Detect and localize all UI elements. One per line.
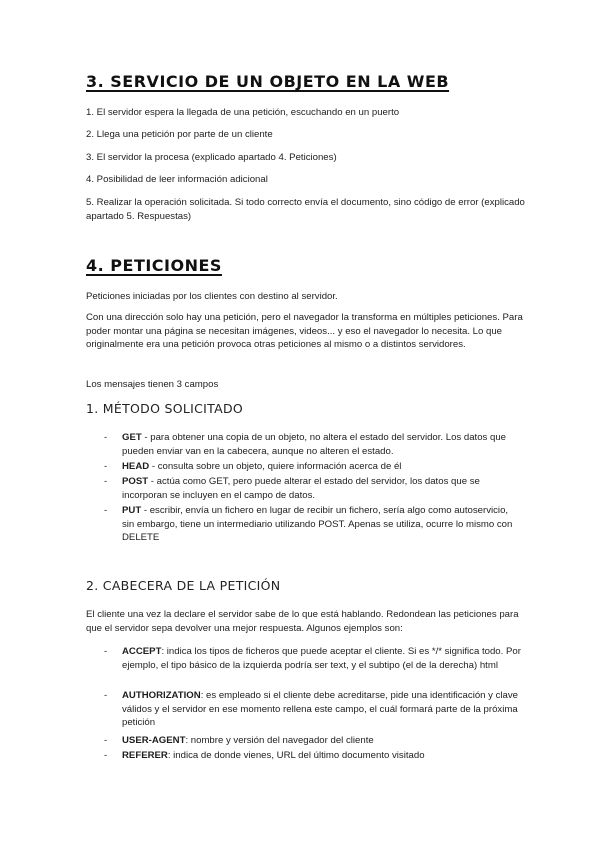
step-4: 4. Posibilidad de leer información adicional <box>86 174 268 185</box>
header-heading: 2. CABECERA DE LA PETICIÓN <box>86 578 281 593</box>
method-term: HEAD <box>122 461 150 472</box>
method-heading: 1. MÉTODO SOLICITADO <box>86 401 244 416</box>
header-item-accept <box>122 645 522 672</box>
list-marker: - <box>104 461 108 472</box>
method-item-head <box>122 460 522 474</box>
header-item-referer <box>122 749 522 763</box>
header-description: : indica de donde vienes, URL del último documento visitado <box>167 750 425 761</box>
header-item-user-agent <box>122 734 522 748</box>
list-marker: - <box>104 432 108 443</box>
header-term: REFERER <box>122 750 168 761</box>
method-term: PUT <box>122 505 142 516</box>
method-term: POST <box>122 476 149 487</box>
header-paragraph: El cliente una vez la declare el servidor sabe de lo que está hablando. Redondean las peticiones para que el servidor sepa devolver una mejor respuesta. Algunos ejemplos son: <box>86 609 519 634</box>
list-marker: - <box>104 646 108 657</box>
header-description: : es empleado si el cliente debe acreditarse, pide una identificación y clave válidos y el servidor en ese momento rellena este campo, el cuál formará parte de la próxima petición <box>122 690 519 728</box>
section-4-paragraph: Con una dirección solo hay una petición, pero el navegador la transforma en múltiples peticiones. Para poder montar una página se necesitan imágenes, videos... y eso el navegador lo necesita. Lo que originalmente era una petición provoca otras peticiones al mismo o a distintos servidores. <box>86 312 523 350</box>
step-5: 5. Realizar la operación solicitada. Si todo correcto envía el documento, sino código de error (explicado apartado 5. Respuestas) <box>86 197 525 222</box>
step-3: 3. El servidor la procesa (explicado apartado 4. Peticiones) <box>86 152 337 163</box>
section-3-title: 3. SERVICIO DE UN OBJETO EN LA WEB <box>86 72 450 91</box>
list-marker: - <box>104 476 108 487</box>
header-term: USER-AGENT <box>122 735 186 746</box>
list-marker: - <box>104 735 108 746</box>
list-marker: - <box>104 690 108 701</box>
method-description: - consulta sobre un objeto, quiere información acerca de él <box>149 461 402 472</box>
step-2: 2. Llega una petición por parte de un cliente <box>86 129 273 140</box>
header-item-authorization <box>122 689 522 730</box>
method-term: GET <box>122 432 142 443</box>
list-marker: - <box>104 750 108 761</box>
section-4-intro: Peticiones iniciadas por los clientes con destino al servidor. <box>86 291 338 302</box>
header-term: ACCEPT <box>122 646 162 657</box>
header-term: AUTHORIZATION <box>122 690 201 701</box>
method-item-put <box>122 504 522 545</box>
method-item-post <box>122 475 522 502</box>
method-item-get <box>122 431 522 458</box>
fields-intro: Los mensajes tienen 3 campos <box>86 379 219 390</box>
method-description: - escribir, envía un fichero en lugar de recibir un fichero, sería algo como autoservicio, sin embargo, tiene un intermediario utilizando POST. Apenas se utiliza, ocurre lo mismo con DELETE <box>122 505 513 543</box>
step-1: 1. El servidor espera la llegada de una petición, escuchando en un puerto <box>86 107 400 118</box>
list-marker: - <box>104 505 108 516</box>
method-description: - actúa como GET, pero puede alterar el estado del servidor, los datos que se incorporan se incluyen en el campo de datos. <box>122 476 480 501</box>
method-description: - para obtener una copia de un objeto, no altera el estado del servidor. Los datos que pueden enviar van en la cabecera, aunque no alteren el estado. <box>122 432 507 457</box>
header-description: : indica los tipos de ficheros que puede aceptar el cliente. Si es */* significa todo. Por ejemplo, el tipo básico de la izquierda podría ser text, y el subtipo (el de la derecha) html <box>122 646 521 671</box>
header-description: : nombre y versión del navegador del cliente <box>185 735 374 746</box>
section-4-title: 4. PETICIONES <box>86 256 222 275</box>
